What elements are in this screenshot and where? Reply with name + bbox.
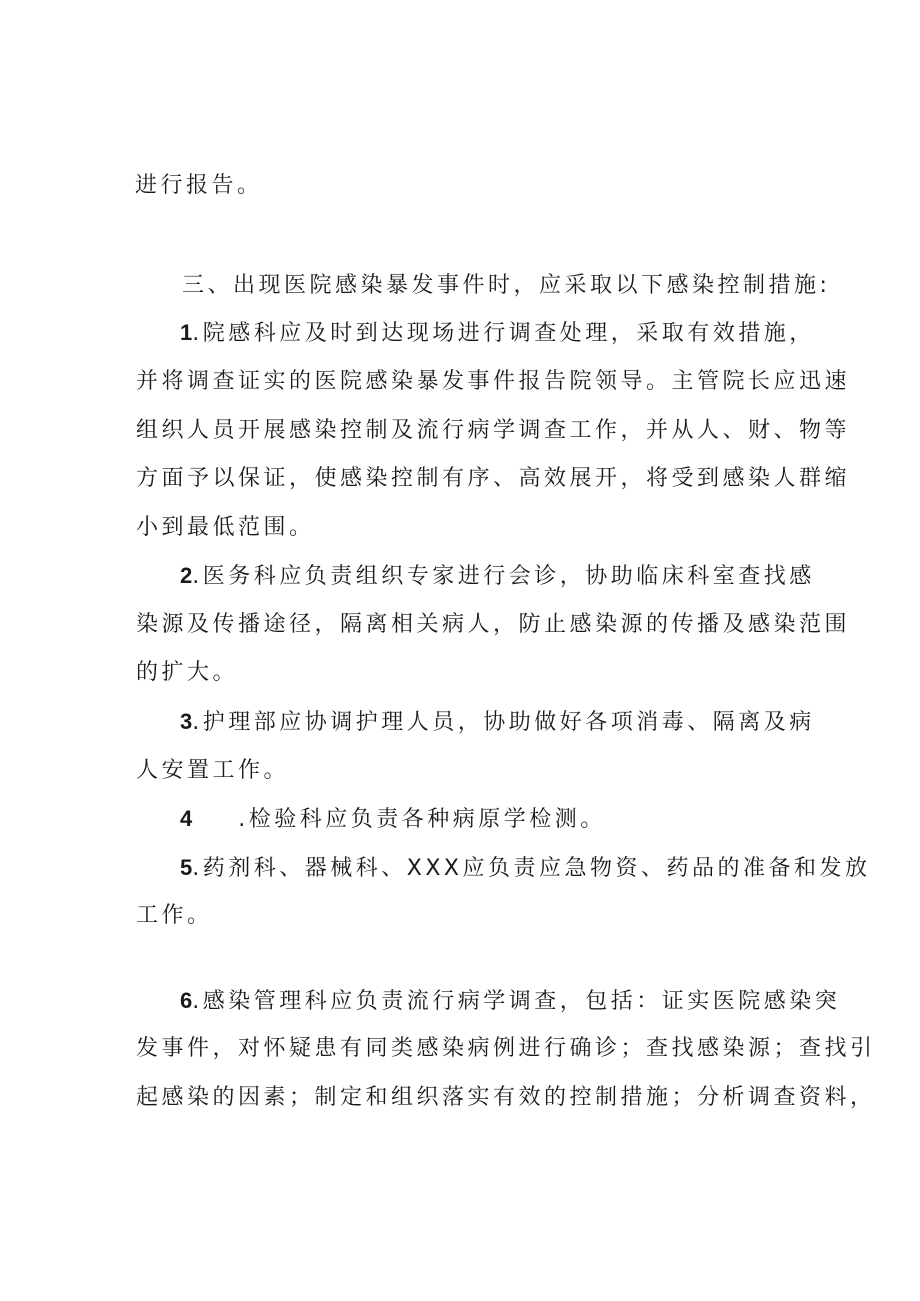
list-item-3 — [180, 707, 815, 738]
text-line: 的扩大。 — [136, 660, 239, 685]
item-text: .药剂科、器械科、XXX应负责应急物资、药品的准备和发放 — [192, 856, 871, 881]
text-line: 工作。 — [136, 903, 213, 928]
list-item-4 — [180, 804, 606, 835]
list-item-5 — [180, 853, 870, 884]
text-line: 小到最低范围。 — [136, 515, 315, 540]
item-text: .检验科应负责各种病原学检测。 — [238, 807, 606, 832]
text-line: 起感染的因素；制定和组织落实有效的控制措施；分析调查资料， — [136, 1085, 876, 1110]
list-item-6 — [180, 986, 840, 1017]
text-line: 并将调查证实的医院感染暴发事件报告院领导。主管院长应迅速 — [136, 369, 851, 394]
item-number: 5 — [180, 855, 193, 880]
item-text: .护理部应协调护理人员，协助做好各项消毒、隔离及病 — [192, 710, 815, 735]
item-text: .院感科应及时到达现场进行调查处理，采取有效措施， — [192, 321, 815, 346]
item-number: 3 — [180, 709, 193, 734]
list-item-2 — [180, 561, 815, 592]
text-line: 方面予以保证，使感染控制有序、高效展开，将受到感染人群缩 — [136, 466, 851, 491]
item-text: .医务科应负责组织专家进行会诊，协助临床科室查找感 — [192, 564, 815, 589]
section-heading: 三、出现医院感染暴发事件时，应采取以下感染控制措施: — [182, 273, 831, 298]
text-line: 染源及传播途径，隔离相关病人，防止感染源的传播及感染范围 — [136, 612, 851, 637]
item-number: 4 — [180, 806, 193, 831]
item-number: 2 — [180, 563, 193, 588]
item-text: .感染管理科应负责流行病学调查，包括：证实医院感染突 — [192, 989, 841, 1014]
item-number: 6 — [180, 988, 193, 1013]
item-number: 1 — [180, 320, 193, 345]
list-item-1 — [180, 318, 815, 349]
text-line: 发事件，对怀疑患有同类感染病例进行确诊；查找感染源；查找引 — [136, 1036, 876, 1061]
text-line: 进行报告。 — [135, 173, 263, 198]
text-line: 组织人员开展感染控制及流行病学调查工作，并从人、财、物等 — [136, 418, 851, 443]
text-line: 人安置工作。 — [136, 758, 290, 783]
